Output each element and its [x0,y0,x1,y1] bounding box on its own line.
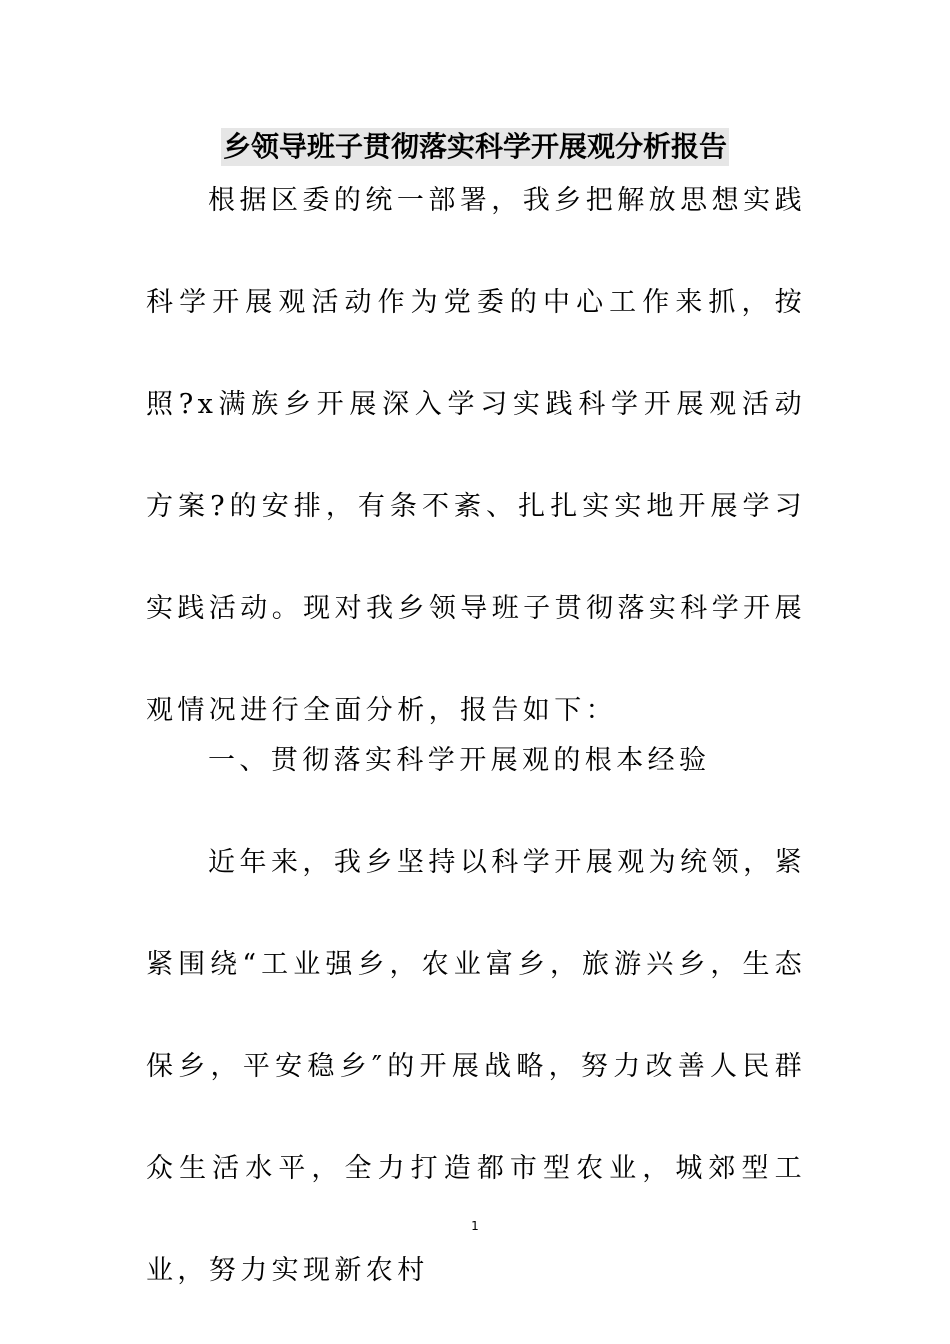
paragraph-intro: 根据区委的统一部署，我乡把解放思想实践科学开展观活动作为党委的中心工作来抓，按照?x满族乡开展深入学习实践科学开展观活动方案?的安排，有条不紊、扎扎实实地开展学习实践活动。现对我乡领导班子贯彻落实科学开展观情况进行全面分析，报告如下： [146,185,806,726]
section-heading: 一、贯彻落实科学开展观的根本经验 [208,745,711,776]
document-title: 乡领导班子贯彻落实科学开展观分析报告 [221,128,729,166]
page-number: 1 [471,1219,479,1233]
paragraph-experience: 近年来，我乡坚持以科学开展观为统领，紧紧围绕“工业强乡，农业富乡，旅游兴乡，生态保乡，平安稳乡″的开展战略，努力改善人民群众生活水平，全力打造都市型农业，城郊型工业，努力实现新农村 [146,847,806,1286]
